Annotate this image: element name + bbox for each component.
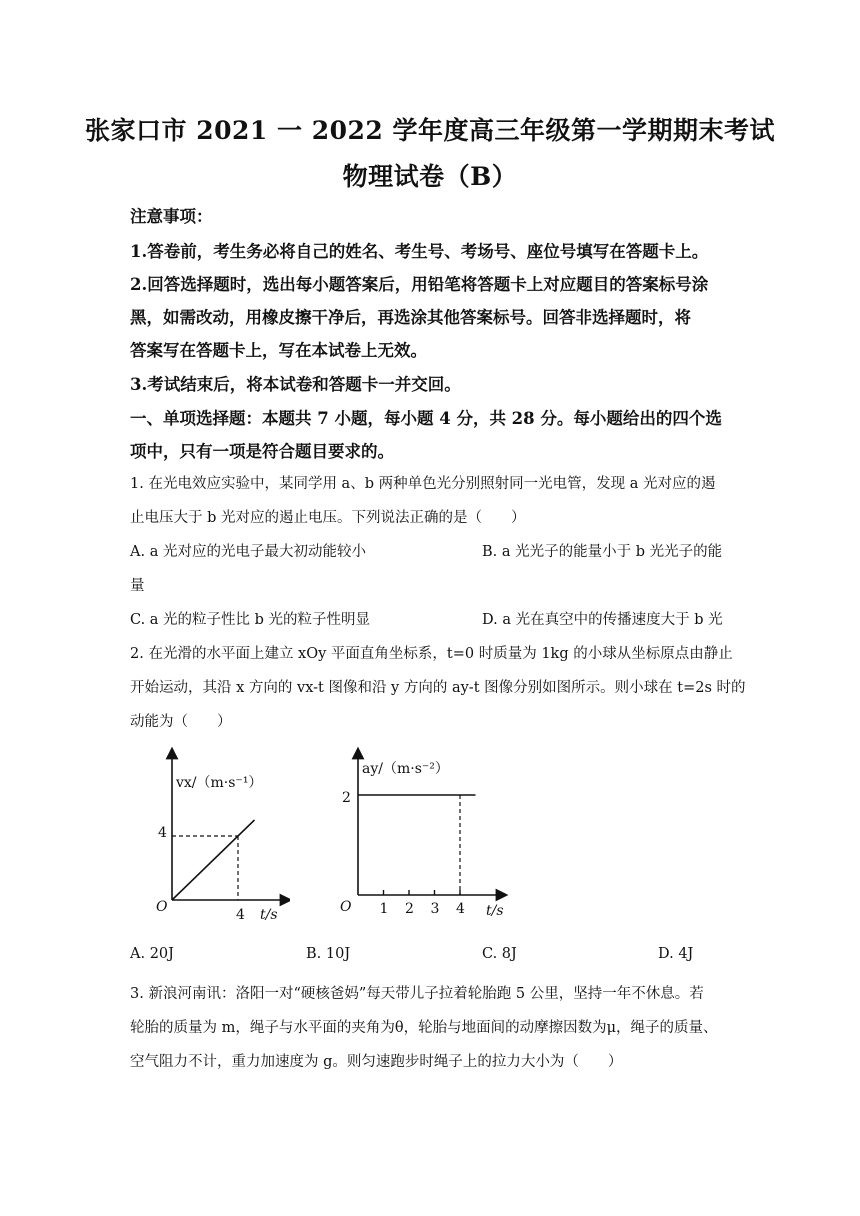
vx-ytick-label: 4 xyxy=(158,825,167,841)
vx-xtick-label: 4 xyxy=(236,907,245,923)
vx-t-graph-svg xyxy=(150,745,290,925)
question-2-option-b: B. 10J xyxy=(306,946,351,962)
ay-axis-label: ay/（m·s⁻²） xyxy=(362,761,449,777)
notice-item-2-line3: 答案写在答题卡上，写在本试卷上无效。 xyxy=(130,341,427,360)
exam-title: 张家口市 2021 一 2022 学年度高三年级第一学期期末考试 xyxy=(85,116,775,145)
vx-series-line xyxy=(172,820,255,900)
notice-item-1: 1.答卷前，考生务必将自己的姓名、考生号、考场号、座位号填写在答题卡上。 xyxy=(130,242,709,261)
question-2-line3: 动能为（ ） xyxy=(130,714,232,730)
question-2-option-a: A. 20J xyxy=(130,946,174,962)
question-2-option-d: D. 4J xyxy=(658,946,694,962)
ay-xtick-label: 1 xyxy=(379,901,389,917)
question-2-option-c: C. 8J xyxy=(482,946,517,962)
question-3-line2: 轮胎的质量为 m，绳子与水平面的夹角为θ，轮胎与地面间的动摩擦因数为μ，绳子的质量、 xyxy=(130,1020,718,1036)
question-1-option-b-continued: 量 xyxy=(130,578,145,594)
vx-axis-label: vx/（m·s⁻¹） xyxy=(176,775,263,791)
question-1-option-c: C. a 光的粒子性比 b 光的粒子性明显 xyxy=(130,612,371,628)
ay-t-graph xyxy=(322,745,522,925)
question-2-line2: 开始运动，其沿 x 方向的 vx-t 图像和沿 y 方向的 ay-t 图像分别如图所示。则小球在 t=2s 时的 xyxy=(130,680,746,696)
question-1-line1: 1. 在光电效应实验中，某同学用 a、b 两种单色光分别照射同一光电管，发现 a 光对应的遏 xyxy=(130,476,716,492)
question-3-line3: 空气阻力不计，重力加速度为 g。则匀速跑步时绳子上的拉力大小为（ ） xyxy=(130,1054,623,1070)
ay-xtick-label: 4 xyxy=(456,901,465,917)
notice-heading: 注意事项： xyxy=(130,207,213,226)
notice-item-2-line2: 黑，如需改动，用橡皮擦干净后，再选涂其他答案标号。回答非选择题时，将 xyxy=(130,308,691,327)
ay-xtick-label: 3 xyxy=(430,901,440,917)
question-1-option-b: B. a 光光子的能量小于 b 光光子的能 xyxy=(482,544,723,560)
ay-t-graph-svg xyxy=(322,745,522,925)
question-2-line1: 2. 在光滑的水平面上建立 xOy 平面直角坐标系，t=0 时质量为 1kg 的小球从坐标原点由静止 xyxy=(130,646,733,662)
ay-origin-label: O xyxy=(340,899,352,915)
notice-item-2-line1: 2.回答选择题时，选出每小题答案后，用铅笔将答题卡上对应题目的答案标号涂 xyxy=(130,275,709,294)
question-1-option-d: D. a 光在真空中的传播速度大于 b 光 xyxy=(482,612,723,628)
exam-subtitle: 物理试卷（B） xyxy=(342,162,518,191)
notice-item-3: 3.考试结束后，将本试卷和答题卡一并交回。 xyxy=(130,375,461,394)
question-1-line2: 止电压大于 b 光对应的遏止电压。下列说法正确的是（ ） xyxy=(130,510,526,526)
ay-xtick-label: 2 xyxy=(405,901,414,917)
section-heading-line2: 项中，只有一项是符合题目要求的。 xyxy=(130,442,394,461)
section-heading-line1: 一、单项选择题：本题共 7 小题，每小题 4 分，共 28 分。每小题给出的四个选 xyxy=(130,409,722,428)
ay-xaxis-label: t/s xyxy=(486,903,504,919)
ay-ytick-label: 2 xyxy=(342,790,351,806)
question-3-line1: 3. 新浪河南讯：洛阳一对“硬核爸妈”每天带儿子拉着轮胎跑 5 公里，坚持一年不休息。若 xyxy=(130,986,704,1002)
vx-t-graph xyxy=(150,745,290,925)
question-1-option-a: A. a 光对应的光电子最大初动能较小 xyxy=(130,544,366,560)
vx-origin-label: O xyxy=(156,899,168,915)
vx-xaxis-label: t/s xyxy=(260,907,278,923)
